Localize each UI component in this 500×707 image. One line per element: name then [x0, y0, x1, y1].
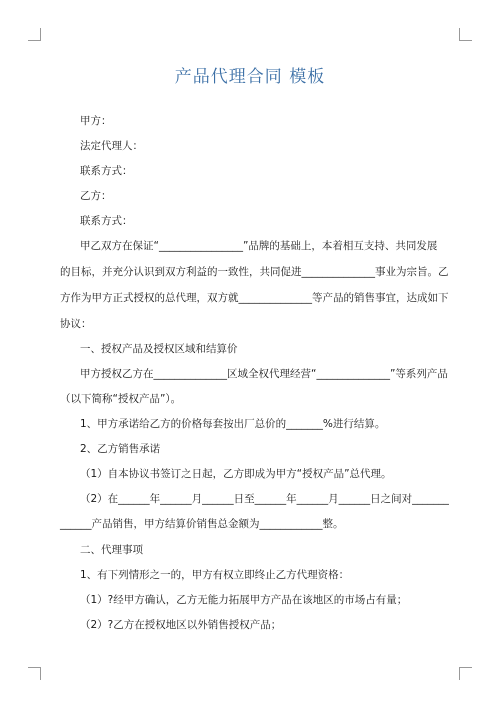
corner-mark-top-right [459, 28, 472, 41]
intro-line-4: 协议： [60, 318, 92, 330]
clause-2: 2、乙方销售承诺 [80, 443, 161, 455]
section-2-clause-1-1: （1）?经甲方确认，乙方无能力拓展甲方产品在该地区的市场占有量； [80, 594, 408, 606]
party-a-label: 甲方： [80, 115, 112, 127]
corner-mark-bottom-right [459, 667, 472, 680]
section-1-line-2: （以下简称“授权产品”）。 [60, 393, 182, 405]
intro-line-1: 甲乙双方在保证“________________”品牌的基础上，本着相互支持、共同发展 [80, 240, 438, 252]
contact-a-label: 联系方式： [80, 165, 133, 177]
clause-2-2-line-1: （2）在______年______月______日至______年______月______日之间对_______ [80, 493, 449, 505]
document-title: 产品代理合同 模板 [174, 67, 326, 87]
section-1-heading: 一、授权产品及授权区域和结算价 [80, 343, 238, 355]
clause-1: 1、甲方承诺给乙方的价格每套按出厂总价的_______%进行结算。 [80, 418, 386, 430]
section-2-clause-1-2: （2）?乙方在授权地区以外销售授权产品； [80, 619, 282, 631]
section-2-heading: 二、代理事项 [80, 544, 143, 556]
contact-b-label: 联系方式： [80, 215, 133, 227]
legal-rep-label: 法定代理人： [80, 140, 143, 152]
clause-2-2-line-2: ______产品销售，甲方结算价销售总金额为____________整。 [60, 518, 344, 530]
section-1-line-1: 甲方授权乙方在______________区域全权代理经营“______________”等系列产品 [80, 368, 448, 380]
intro-line-2: 的目标，并充分认识到双方利益的一致性，共同促进______________事业为宗旨。乙 [60, 266, 449, 278]
section-2-clause-1: 1、有下列情形之一的，甲方有权立即终止乙方代理资格： [80, 569, 350, 581]
corner-mark-top-left [28, 28, 41, 41]
clause-2-1: （1）自本协议书签订之日起，乙方即成为甲方“授权产品”总代理。 [80, 468, 392, 480]
party-b-label: 乙方： [80, 190, 112, 202]
corner-mark-bottom-left [28, 667, 41, 680]
intro-line-3: 方作为甲方正式授权的总代理，双方就______________等产品的销售事宜，达成如下 [60, 292, 449, 304]
